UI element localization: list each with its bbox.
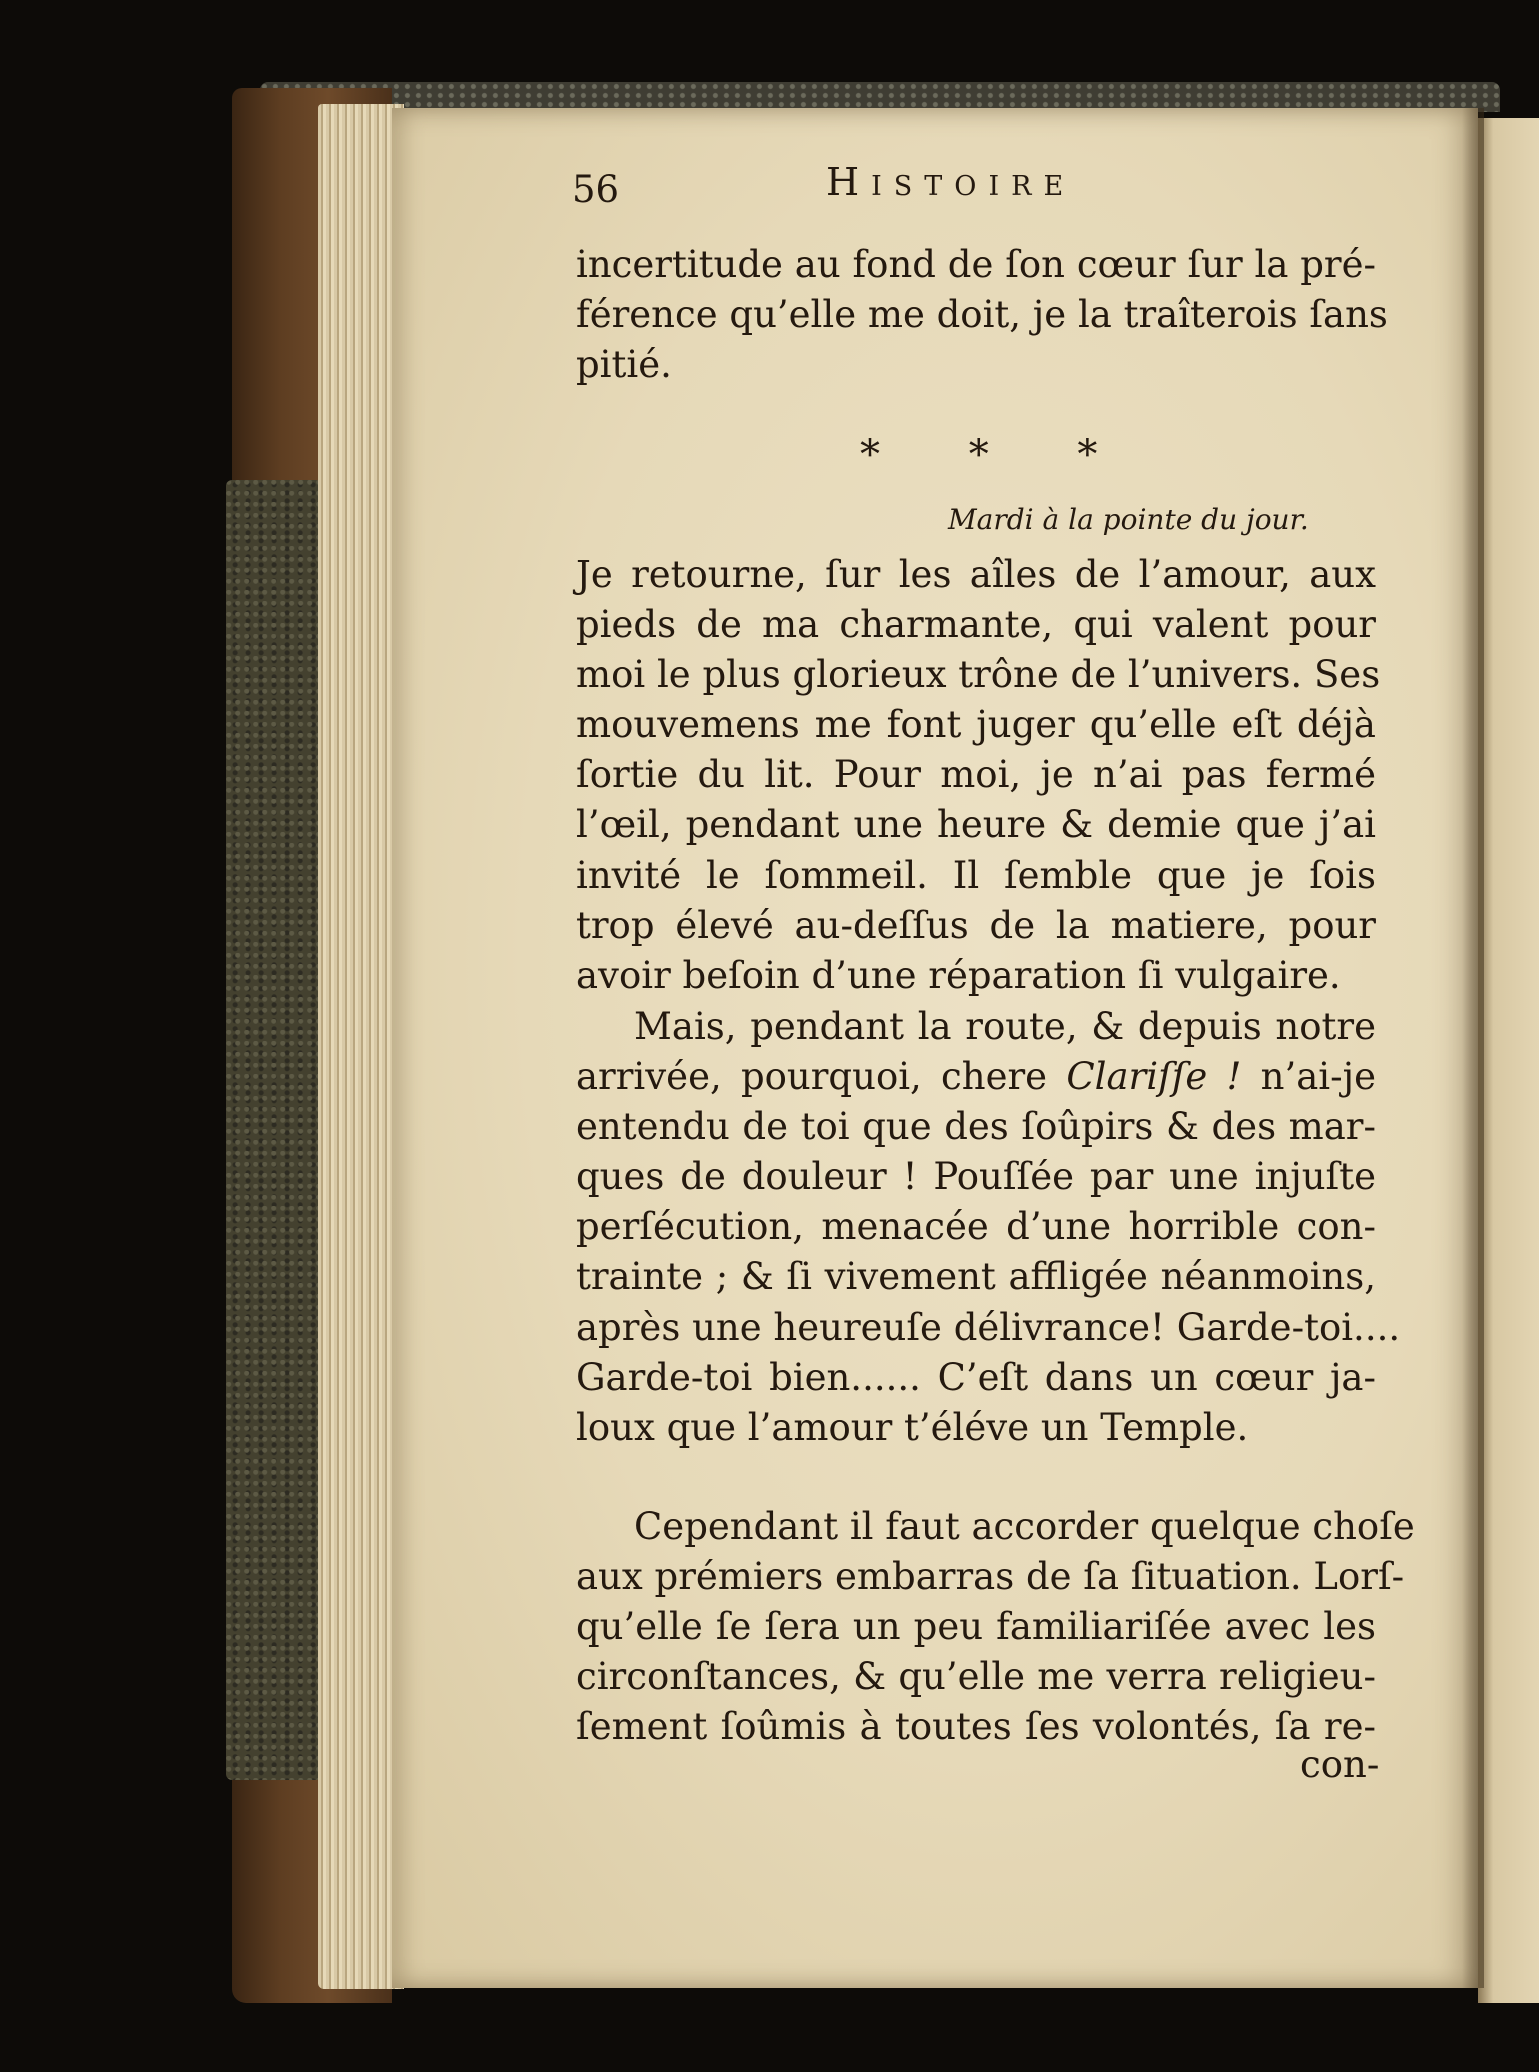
text-line: pieds de ma charmante, qui valent pour	[576, 603, 1376, 647]
paragraph-3	[576, 1002, 1401, 1453]
text-line: qu’elle ſe ſera un peu familiariſée avec les	[576, 1605, 1376, 1649]
text-line: pitié.	[576, 343, 672, 387]
paragraph-4	[576, 1502, 1415, 1752]
text-line: Cependant il faut accorder quelque choſe	[634, 1505, 1415, 1548]
text-line: ſortie du lit. Pour moi, je n’ai pas fermé	[576, 753, 1376, 797]
text-line: Garde-toi bien...... C’eſt dans un cœur ja-	[576, 1355, 1376, 1399]
paragraph-2	[576, 550, 1381, 1001]
text-line: entendu de toi que des ſoûpirs & des mar-	[576, 1105, 1376, 1149]
text-fragment: n’ai-je	[1241, 1055, 1377, 1099]
section-break-asterisks: * * *	[860, 432, 1136, 478]
text-line: trop élevé au-deſſus de la matiere, pour	[576, 903, 1376, 947]
text-line: après une heureuſe délivrance! Garde-toi....	[576, 1305, 1401, 1349]
text-line: circonſtances, & qu’elle me verra religieu-	[576, 1655, 1376, 1699]
text-line	[576, 1052, 1376, 1102]
text-line: avoir beſoin d’une réparation ſi vulgaire.	[576, 953, 1341, 997]
text-line: Mais, pendant la route, & depuis notre	[634, 1005, 1376, 1048]
text-line: incertitude au fond de ſon cœur ſur la pré-	[576, 243, 1376, 286]
text-line: férence qu’elle me doit, je la traîterois ſans	[576, 293, 1388, 337]
catchword: con-	[1300, 1743, 1380, 1786]
marbled-cover-board	[226, 480, 322, 1780]
name-clarisse: Clariſſe !	[1066, 1055, 1242, 1099]
text-line: moi le plus glorieux trône de l’univers. Ses	[576, 653, 1381, 697]
page-gutter-shadow	[1462, 108, 1484, 1988]
text-line: perſécution, menacée d’une horrible con-	[576, 1205, 1376, 1249]
letter-dateline: Mardi à la pointe du jour.	[948, 503, 1309, 536]
text-line: ques de douleur ! Pouſſée par une injuſte	[576, 1155, 1376, 1199]
text-fragment: arrivée, pourquoi, chere	[576, 1055, 1067, 1099]
page-number: 56	[572, 168, 620, 211]
page-header	[572, 160, 1372, 228]
text-line: invité le ſommeil. Il ſemble que je ſois	[576, 853, 1376, 897]
facing-page-edge	[1478, 118, 1539, 2003]
text-line: Je retourne, ſur les aîles de l’amour, aux	[576, 553, 1376, 596]
running-title: Histoire	[826, 160, 1076, 204]
text-line: ſement ſoûmis à toutes ſes volontés, ſa re-	[576, 1705, 1376, 1749]
text-line: aux prémiers embarras de ſa ſituation. Lorſ-	[576, 1555, 1405, 1599]
text-line: mouvemens me font juger qu’elle eſt déjà	[576, 703, 1376, 747]
paragraph-1	[576, 240, 1388, 390]
text-line: loux que l’amour t’éléve un Temple.	[576, 1405, 1249, 1449]
text-line: l’œil, pendant une heure & demie que j’ai	[576, 803, 1376, 847]
text-line: trainte ; & ſi vivement affligée néanmoins,	[576, 1255, 1376, 1299]
